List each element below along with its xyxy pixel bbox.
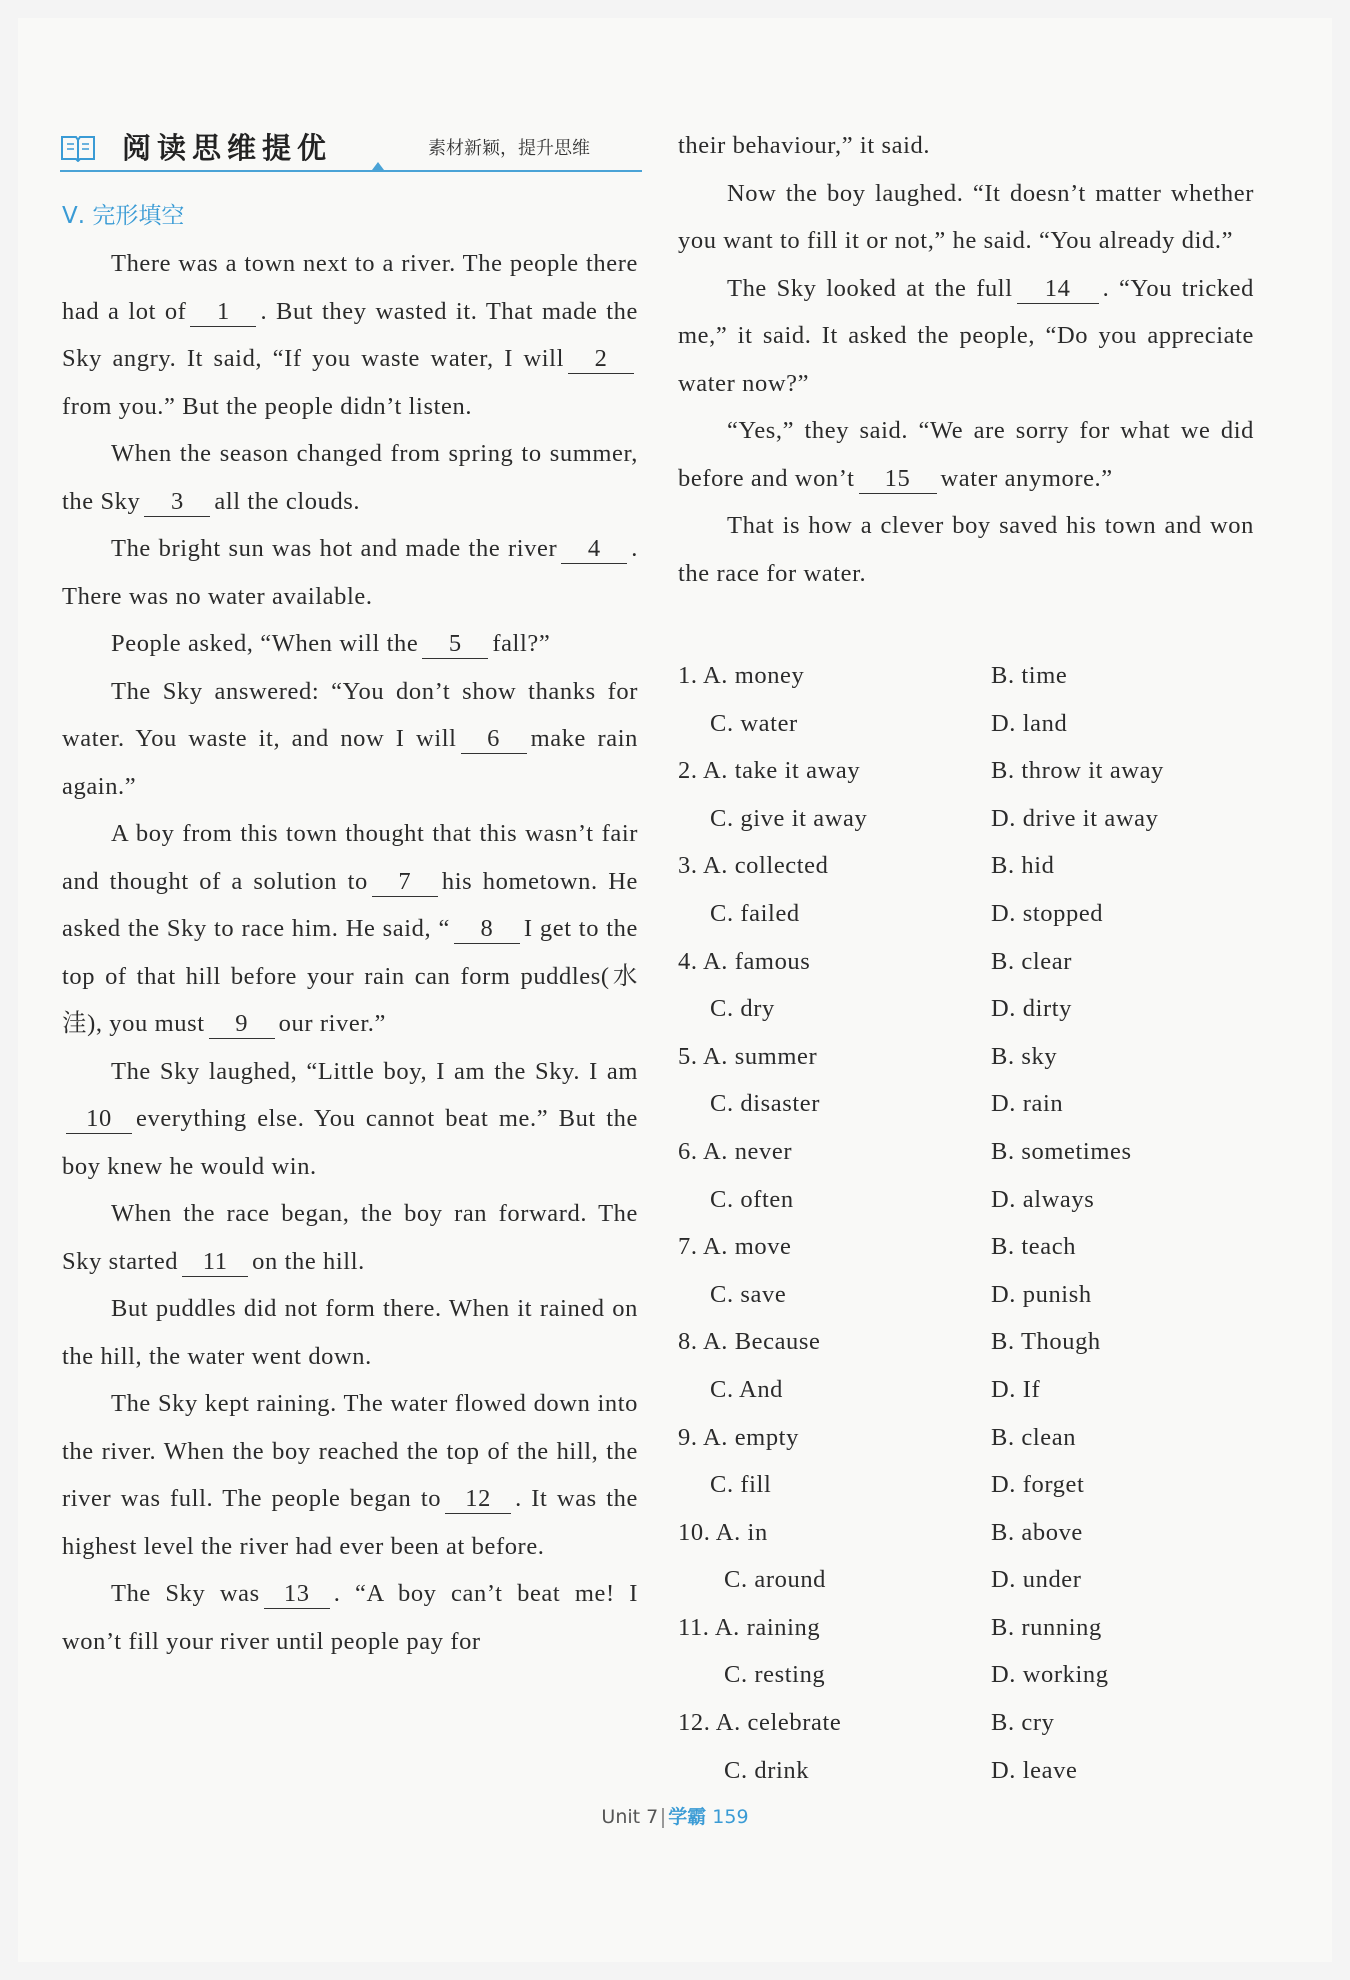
answer-blank[interactable]: 3 [144,488,210,517]
passage-text: When the season changed from spring to summer, the Sky [62,440,638,515]
option-choice-d[interactable]: D. land [991,709,1068,737]
option-choice-b[interactable]: B. sometimes [991,1137,1132,1165]
option-choice-a[interactable]: 3. A. collected [678,852,829,880]
option-choice-d[interactable]: D. drive it away [991,804,1159,832]
passage-paragraph [62,620,638,668]
passage-paragraph [62,1380,638,1570]
question-option-row [678,1271,1278,1319]
page-footer [0,1802,1350,1829]
passage-text: . “You tricked me,” it said. It asked the people, “Do you appreciate water now?” [678,274,1254,397]
option-choice-a[interactable]: 5. A. summer [678,1042,818,1070]
passage-paragraph [62,1570,638,1665]
answer-blank[interactable]: 10 [66,1105,132,1134]
answer-blank[interactable]: 12 [445,1485,511,1514]
passage-text: everything else. You cannot beat me.” But the boy knew he would win. [62,1105,638,1180]
option-choice-a[interactable]: 7. A. move [678,1233,792,1261]
answer-blank[interactable]: 2 [568,345,634,374]
passage-left-column [62,240,638,1665]
answer-blank[interactable]: 11 [182,1248,248,1277]
question-option-row [678,1033,1278,1081]
question-option-row [678,1318,1278,1366]
header-marker [372,162,384,170]
question-option-row [678,842,1278,890]
option-choice-b[interactable]: B. above [991,1518,1083,1546]
passage-text: his hometown. He asked the Sky to race him. He said, “ [62,867,638,942]
passage-text: all the clouds. [214,487,361,515]
answer-blank[interactable]: 1 [190,298,256,327]
answer-blank[interactable]: 6 [461,725,527,754]
option-choice-c[interactable]: C. fill [710,1471,772,1499]
question-option-row [678,938,1278,986]
option-choice-b[interactable]: B. cry [991,1709,1055,1737]
option-choice-a[interactable]: 12. A. celebrate [678,1709,842,1737]
question-options [678,652,1278,1794]
passage-text: When the race began, the boy ran forward. The Sky started [62,1200,638,1275]
passage-paragraph [62,810,638,1048]
passage-text: . But they wasted it. That made the Sky angry. It said, “If you waste water, I will [62,297,638,372]
option-choice-a[interactable]: 4. A. famous [678,947,811,975]
option-choice-b[interactable]: B. teach [991,1233,1077,1261]
passage-paragraph [678,502,1254,597]
passage-text: People asked, “When will the [111,630,419,657]
option-choice-b[interactable]: B. Though [991,1328,1101,1356]
passage-paragraph [62,525,638,620]
passage-text: Now the boy laughed. “It doesn’t matter whether you want to fill it or not,” he said. “You already did.” [678,179,1254,254]
question-option-row [678,985,1278,1033]
option-choice-d[interactable]: D. forget [991,1471,1085,1499]
option-choice-c[interactable]: C. disaster [710,1090,821,1118]
passage-text: . There was no water available. [62,535,638,610]
option-choice-a[interactable]: 9. A. empty [678,1423,799,1451]
answer-blank[interactable]: 14 [1017,275,1099,304]
section-title: Ⅴ. 完形填空 [62,203,185,229]
passage-paragraph [62,1048,638,1191]
option-choice-b[interactable]: B. clean [991,1423,1077,1451]
passage-text: their behaviour,” it said. [678,132,931,159]
option-choice-d[interactable]: D. stopped [991,899,1104,927]
question-option-row [678,1699,1278,1747]
question-option-row [678,1223,1278,1271]
passage-text: from you.” But the people didn’t listen. [62,392,473,420]
passage-text: The Sky laughed, “Little boy, I am the Sky. I am [111,1057,638,1085]
option-choice-d[interactable]: D. always [991,1185,1095,1213]
passage-text: . It was the highest level the river had ever been at before. [62,1485,639,1560]
question-option-row [678,1414,1278,1462]
passage-text: But puddles did not form there. When it rained on the hill, the water went down. [62,1295,638,1370]
option-choice-b[interactable]: B. hid [991,852,1055,880]
passage-text: I get to the top of that hill before your rain can form puddles(水洼), you must [62,915,638,1037]
question-option-row [678,1128,1278,1176]
option-choice-c[interactable]: C. give it away [710,804,868,832]
passage-text: fall?” [492,630,551,657]
option-choice-b[interactable]: B. throw it away [991,757,1164,785]
answer-blank[interactable]: 8 [454,915,520,944]
footer-separator [662,1808,664,1828]
option-choice-c[interactable]: C. often [710,1185,794,1213]
passage-paragraph [62,1190,638,1285]
question-option-row [678,747,1278,795]
question-option-row [678,1651,1278,1699]
passage-paragraph [62,430,638,525]
passage-text: The bright sun was hot and made the river [111,535,558,562]
question-option-row [678,890,1278,938]
question-option-row [678,1556,1278,1604]
option-choice-c[interactable]: C. save [710,1280,787,1308]
passage-text: That is how a clever boy saved his town and won the race for water. [678,512,1254,587]
passage-right-column [678,122,1254,597]
option-choice-d[interactable]: D. If [991,1375,1041,1403]
question-option-row [678,700,1278,748]
passage-text: water anymore.” [940,464,1113,492]
option-choice-d[interactable]: D. leave [991,1756,1078,1784]
passage-paragraph [62,1285,638,1380]
passage-text: . “A boy can’t beat me! I won’t fill your river until people pay for [62,1580,639,1655]
option-choice-c[interactable]: C. around [724,1566,827,1594]
footer-brand: 学霸 [668,1806,707,1828]
question-option-row [678,1080,1278,1128]
passage-text: make rain again.” [62,725,639,800]
option-choice-a[interactable]: 10. A. in [678,1518,768,1546]
option-choice-a[interactable]: 1. A. money [678,662,805,689]
passage-paragraph [62,668,638,811]
question-option-row [678,795,1278,843]
question-option-row [678,1509,1278,1557]
option-choice-d[interactable]: D. dirty [991,995,1073,1023]
answer-blank[interactable]: 7 [372,868,438,897]
page-number: 159 [712,1806,749,1828]
passage-paragraph [678,170,1254,265]
option-choice-d[interactable]: D. rain [991,1090,1064,1118]
header-underline [60,170,642,172]
option-choice-c[interactable]: C. drink [724,1756,810,1784]
option-choice-c[interactable]: C. And [710,1375,784,1403]
answer-blank[interactable]: 9 [209,1010,275,1039]
passage-text: There was a town next to a river. The people there had a lot of [62,250,638,325]
passage-text: The Sky answered: “You don’t show thanks for water. You waste it, and now I will [62,677,638,752]
option-choice-b[interactable]: B. time [991,662,1068,689]
option-choice-c[interactable]: C. water [710,709,798,737]
passage-text: The Sky was [111,1580,260,1607]
option-choice-a[interactable]: 8. A. Because [678,1328,821,1356]
option-choice-c[interactable]: C. resting [724,1661,826,1689]
passage-text: our river.” [278,1010,386,1037]
footer-unit: Unit 7 [601,1806,659,1828]
passage-text: on the hill. [252,1247,365,1275]
option-choice-a[interactable]: 11. A. raining [678,1613,821,1641]
option-choice-d[interactable]: D. under [991,1566,1082,1594]
option-choice-c[interactable]: C. failed [710,899,800,927]
option-choice-b[interactable]: B. sky [991,1042,1058,1070]
header-title: 阅读思维提优 [122,131,333,165]
answer-blank[interactable]: 15 [859,465,937,494]
answer-blank[interactable]: 5 [422,630,488,659]
passage-paragraph [62,240,638,430]
answer-blank[interactable]: 4 [561,535,627,564]
question-option-row [678,1604,1278,1652]
passage-text: The Sky kept raining. The water flowed down into the river. When the boy reached the top of the hill, the river was full. The people began to [62,1390,638,1512]
question-option-row [678,1176,1278,1224]
passage-paragraph [678,122,1254,170]
option-choice-c[interactable]: C. dry [710,995,775,1023]
question-option-row [678,652,1278,700]
passage-paragraph [678,407,1254,502]
passage-text: A boy from this town thought that this wasn’t fair and thought of a solution to [62,820,638,895]
answer-blank[interactable]: 13 [264,1580,330,1609]
option-choice-b[interactable]: B. running [991,1613,1102,1641]
header-subtitle: 素材新颖，提升思维 [428,138,590,159]
question-option-row [678,1747,1278,1795]
option-choice-d[interactable]: D. working [991,1661,1109,1689]
option-choice-b[interactable]: B. clear [991,947,1072,975]
question-option-row [678,1366,1278,1414]
section-header [60,128,642,172]
passage-paragraph [678,265,1254,408]
option-choice-a[interactable]: 2. A. take it away [678,757,861,785]
question-option-row [678,1461,1278,1509]
book-icon [60,134,96,162]
option-choice-d[interactable]: D. punish [991,1280,1092,1308]
passage-text: “Yes,” they said. “We are sorry for what we did before and won’t [678,417,1254,492]
passage-text: The Sky looked at the full [727,274,1013,302]
option-choice-a[interactable]: 6. A. never [678,1137,793,1165]
